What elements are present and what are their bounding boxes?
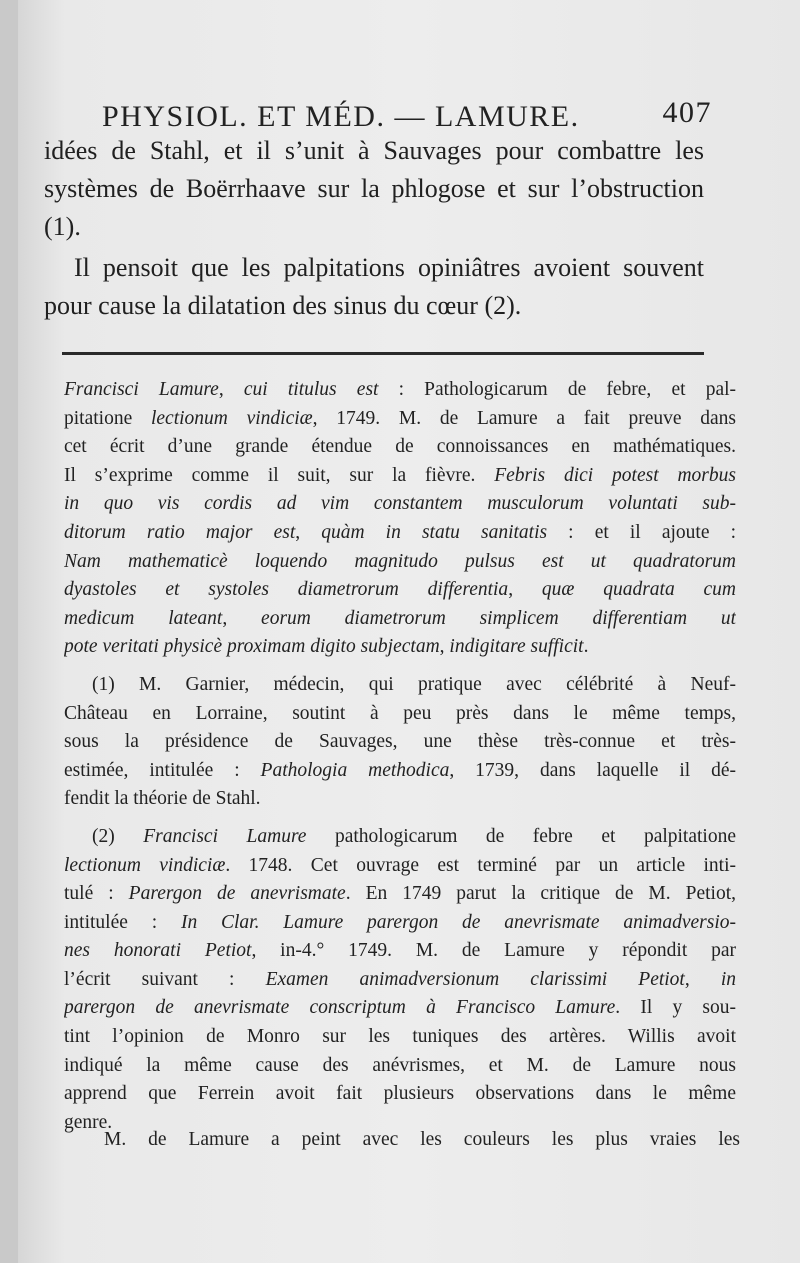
- continuation-line: M. de Lamure a peint avec les couleurs les plus vraies les: [104, 1129, 740, 1150]
- footnote-line: (2) Francisci Lamure pathologicarum de febre et palpitatione: [92, 825, 736, 847]
- footnote-line: Château en Lorraine, soutint à peu près dans le même temps,: [64, 702, 736, 724]
- footnote-rule: [62, 352, 704, 355]
- footnote-line: tulé : Parergon de anevrismate. En 1749 parut la critique de M. Petiot,: [64, 883, 736, 905]
- footnote-line: medicum lateant, eorum diametrorum simplicem differentiam ut: [64, 607, 736, 629]
- footnote-1: [64, 671, 736, 814]
- footnote-line: Francisci Lamure, cui titulus est : Pathologicarum de febre, et pal-: [64, 379, 736, 400]
- footnote-line: lectionum vindiciæ. 1748. Cet ouvrage est terminé par un article inti-: [64, 854, 736, 876]
- footnote-line: estimée, intitulée : Pathologia methodica, 1739, dans laquelle il dé-: [64, 759, 736, 781]
- footnote-line: in quo vis cordis ad vim constantem musculorum voluntati sub-: [64, 493, 736, 515]
- footnote-line: genre.: [64, 1111, 113, 1133]
- footnote-line: fendit la théorie de Stahl.: [64, 788, 261, 810]
- main-text: [44, 132, 704, 325]
- footnote-line: apprend que Ferrein avoit fait plusieurs observations dans le même: [64, 1083, 736, 1105]
- footnote-line: intitulée : In Clar. Lamure parergon de anevrismate animadversio-: [64, 911, 736, 933]
- footnote-line: pote veritati physicè proximam digito subjectam, indigitare sufficit.: [64, 636, 589, 658]
- footnote-line: Il s’exprime comme il suit, sur la fièvre. Febris dici potest morbus: [64, 464, 736, 486]
- footnote-line: l’écrit suivant : Examen animadversionum clarissimi Petiot, in: [64, 968, 736, 990]
- footnote-line: (1) M. Garnier, médecin, qui pratique avec célébrité à Neuf-: [92, 673, 736, 695]
- footnote-line: parergon de anevrismate conscriptum à Francisco Lamure. Il y sou-: [64, 997, 736, 1019]
- footnote-continued: [64, 376, 736, 662]
- footnote-line: ditorum ratio major est, quàm in statu sanitatis : et il ajoute :: [64, 521, 736, 543]
- paragraph-continued: idées de Stahl, et il s’unit à Sauvages pour combattre les systèmes de Boërrhaave sur la phlogose et sur l’obstruction (1).: [44, 136, 704, 241]
- page-number: 407: [662, 96, 712, 129]
- footnote-2: [64, 823, 736, 1138]
- footnote-line: Nam mathematicè loquendo magnitudo pulsus est ut quadratorum: [64, 550, 736, 572]
- footnote-line: indiqué la même cause des anévrismes, et M. de Lamure nous: [64, 1054, 736, 1076]
- footnote-line: tint l’opinion de Monro sur les tuniques des artères. Willis avoit: [64, 1026, 736, 1048]
- footnote-line: sous la présidence de Sauvages, une thèse très-connue et très-: [64, 731, 736, 753]
- footnote-line: cet écrit d’une grande étendue de connoissances en mathématiques.: [64, 436, 736, 458]
- running-head-title: PHYSIOL. ET MÉD. — LAMURE.: [102, 100, 580, 133]
- paragraph: Il pensoit que les palpitations opiniâtres avoient souvent pour cause la dilatation des sinus du cœur (2).: [44, 253, 704, 320]
- footnotes: [64, 376, 736, 1137]
- footnote-line: dyastoles et systoles diametrorum differentia, quæ quadrata cum: [64, 579, 736, 601]
- footnote-line: nes honorati Petiot, in-4.° 1749. M. de Lamure y répondit par: [64, 940, 736, 962]
- footnote-line: pitatione lectionum vindiciæ, 1749. M. de Lamure a fait preuve dans: [64, 407, 736, 429]
